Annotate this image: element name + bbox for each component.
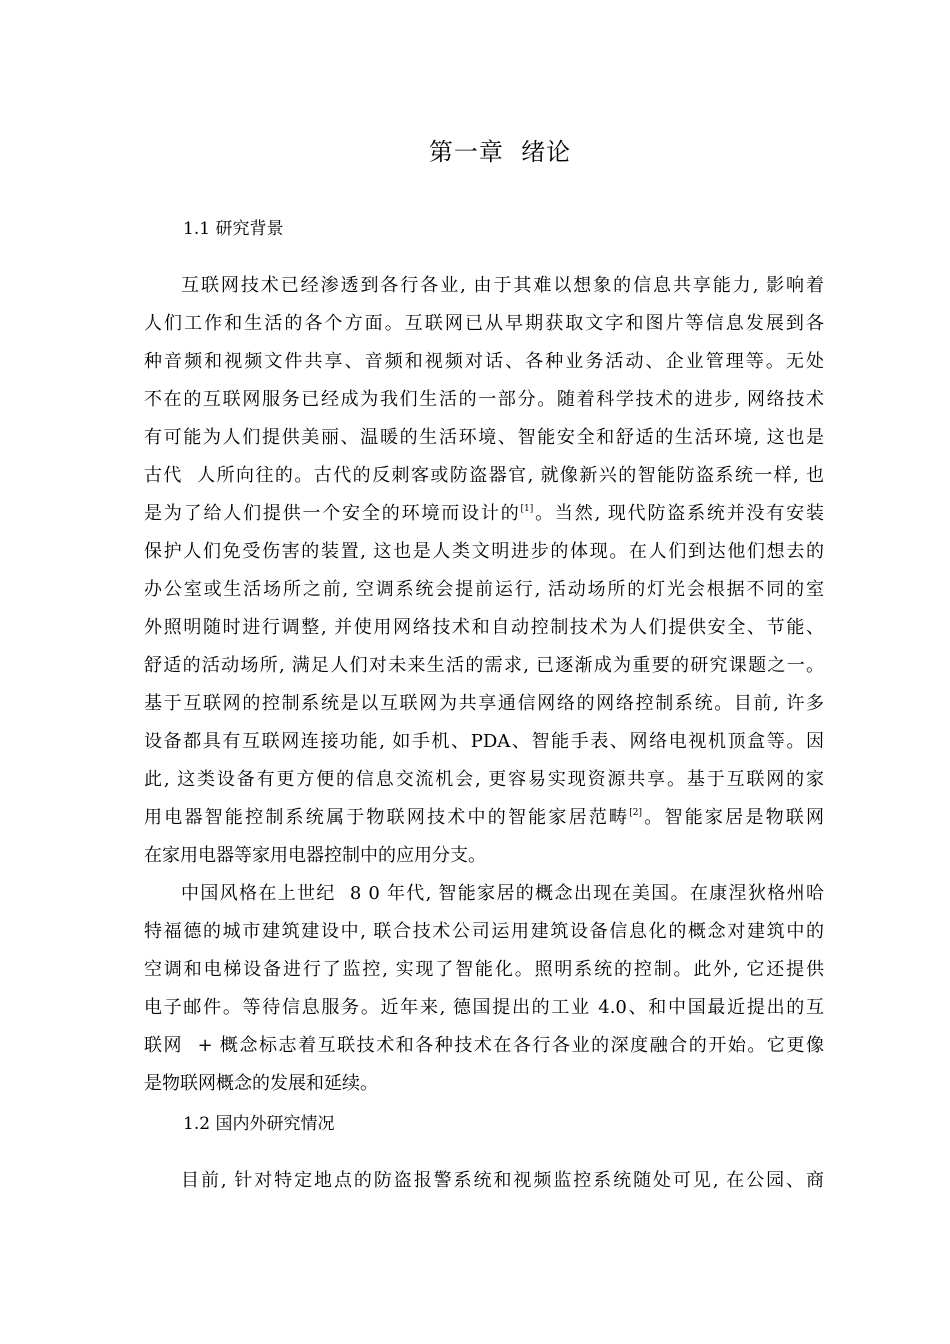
chapter-title: 第一章 绪论 [428,138,572,166]
line-text: 。智能家居是物联网 [642,807,825,828]
paragraph-line: 中国风格在上世纪 8 0 年代, 智能家居的概念出现在美国。在康涅狄格州哈 [181,883,824,904]
section-heading-1-1: 1.1 研究背景 [183,219,284,239]
paragraph-line: 在家用电器等家用电器控制中的应用分支。 [144,845,486,866]
paragraph-line: 不在的互联网服务已经成为我们生活的一部分。随着科学技术的进步, 网络技术 [144,389,824,410]
paragraph-line: 电子邮件。等待信息服务。近年来, 德国提出的工业 4.0、和中国最近提出的互 [144,997,824,1018]
paragraph-line: 联网 + 概念标志着互联技术和各种技术在各行各业的深度融合的开始。它更像 [144,1035,824,1056]
paragraph-3 [144,1162,824,1200]
line-text: 用电器智能控制系统属于物联网技术中的智能家居范畴 [144,807,630,828]
paragraph-line: 互联网技术已经渗透到各行各业, 由于其难以想象的信息共享能力, 影响着 [181,275,824,296]
paragraph-line: 目前, 针对特定地点的防盗报警系统和视频监控系统随处可见, 在公园、商 [181,1170,824,1191]
section-heading-1-2: 1.2 国内外研究情况 [183,1114,335,1134]
line-text: 。当然, 现代防盗系统并没有安装 [533,503,825,524]
paragraph-line: 空调和电梯设备进行了监控, 实现了智能化。照明系统的控制。此外, 它还提供 [144,959,824,980]
paragraph-line: 古代 人所向往的。古代的反刺客或防盗器官, 就像新兴的智能防盗系统一样, 也 [144,465,824,486]
paragraph-line: 种音频和视频文件共享、音频和视频对话、各种业务活动、企业管理等。无处 [144,351,824,372]
paragraph-line: 是物联网概念的发展和延续。 [144,1073,378,1094]
paragraph-line-with-citation [144,799,824,837]
paragraph-line: 保护人们免受伤害的装置, 这也是人类文明进步的体现。在人们到达他们想去的 [144,541,824,562]
paragraph-line: 人们工作和生活的各个方面。互联网已从早期获取文字和图片等信息发展到各 [144,313,824,334]
paragraph-line: 此, 这类设备有更方便的信息交流机会, 更容易实现资源共享。基于互联网的家 [144,769,824,790]
line-text: 是为了给人们提供一个安全的环境而设计的 [144,503,521,524]
paragraph-line: 设备都具有互联网连接功能, 如手机、PDA、智能手表、网络电视机顶盒等。因 [144,731,824,752]
paragraph-line-with-citation [144,495,824,533]
paragraph-line: 基于互联网的控制系统是以互联网为共享通信网络的网络控制系统。目前, 许多 [144,693,824,714]
paragraph-line: 有可能为人们提供美丽、温暖的生活环境、智能安全和舒适的生活环境, 这也是 [144,427,824,448]
paragraph-line: 舒适的活动场所, 满足人们对未来生活的需求, 已逐渐成为重要的研究课题之一。 [144,655,824,676]
paragraph-1 [144,267,824,1103]
citation-2: [2] [629,808,643,818]
paragraph-line: 外照明随时进行调整, 并使用网络技术和自动控制技术为人们提供安全、节能、 [144,617,824,638]
citation-1: [1] [520,504,534,514]
paragraph-line: 特福德的城市建筑建设中, 联合技术公司运用建筑设备信息化的概念对建筑中的 [144,921,824,942]
paragraph-line: 办公室或生活场所之前, 空调系统会提前运行, 活动场所的灯光会根据不同的室 [144,579,824,600]
